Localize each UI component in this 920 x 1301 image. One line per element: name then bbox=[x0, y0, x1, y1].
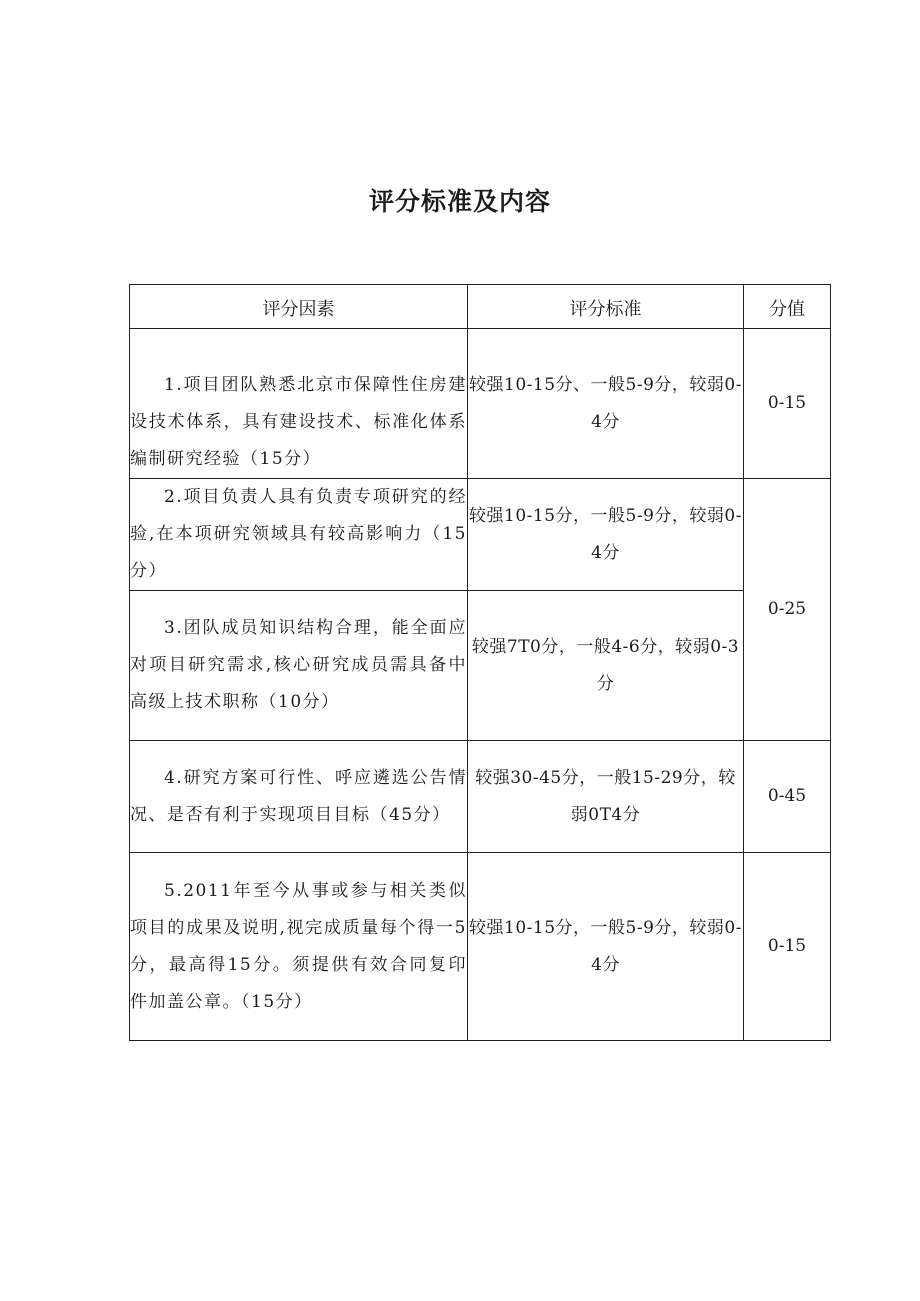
score-cell: 0-45 bbox=[744, 741, 831, 853]
table-row bbox=[130, 479, 831, 591]
standard-cell: 较强10-15分，一般5-9分，较弱0-4分 bbox=[468, 479, 744, 591]
factor-text: 3.团队成员知识结构合理，能全面应对项目研究需求,核心研究成员需具备中高级上技术职称（10分） bbox=[130, 618, 467, 712]
table-row bbox=[130, 853, 831, 1041]
factor-text: 2.项目负责人具有负责专项研究的经验,在本项研究领域具有较高影响力（15分） bbox=[130, 487, 467, 581]
factor-cell bbox=[130, 329, 468, 479]
score-cell-merged: 0-25 bbox=[744, 479, 831, 741]
table-row bbox=[130, 591, 831, 741]
standard-cell: 较强30-45分，一般15-29分，较弱0T4分 bbox=[468, 741, 744, 853]
table-row bbox=[130, 329, 831, 479]
factor-cell bbox=[130, 591, 468, 741]
standard-cell: 较强7T0分，一般4-6分，较弱0-3分 bbox=[468, 591, 744, 741]
factor-cell bbox=[130, 853, 468, 1041]
factor-text: 5.2011年至今从事或参与相关类似项目的成果及说明,视完成质量每个得一5分，最高得15分。须提供有效合同复印件加盖公章。（15分） bbox=[130, 880, 467, 1012]
factor-text: 1.项目团队熟悉北京市保障性住房建设技术体系，具有建设技术、标准化体系编制研究经验（15分） bbox=[130, 375, 467, 469]
factor-text: 4.研究方案可行性、呼应遴选公告情况、是否有利于实现项目目标（45分） bbox=[130, 767, 467, 825]
table-header-row bbox=[130, 285, 831, 329]
header-score: 分值 bbox=[744, 285, 831, 329]
factor-cell bbox=[130, 741, 468, 853]
header-standard: 评分标准 bbox=[468, 285, 744, 329]
factor-cell bbox=[130, 479, 468, 591]
page-title: 评分标准及内容 bbox=[368, 187, 551, 216]
score-cell: 0-15 bbox=[744, 329, 831, 479]
score-cell: 0-15 bbox=[744, 853, 831, 1041]
scoring-table bbox=[129, 284, 831, 1041]
table-row bbox=[130, 741, 831, 853]
header-factor: 评分因素 bbox=[130, 285, 468, 329]
standard-cell: 较强10-15分、一般5-9分，较弱0-4分 bbox=[468, 329, 744, 479]
standard-cell: 较强10-15分，一般5-9分，较弱0-4分 bbox=[468, 853, 744, 1041]
